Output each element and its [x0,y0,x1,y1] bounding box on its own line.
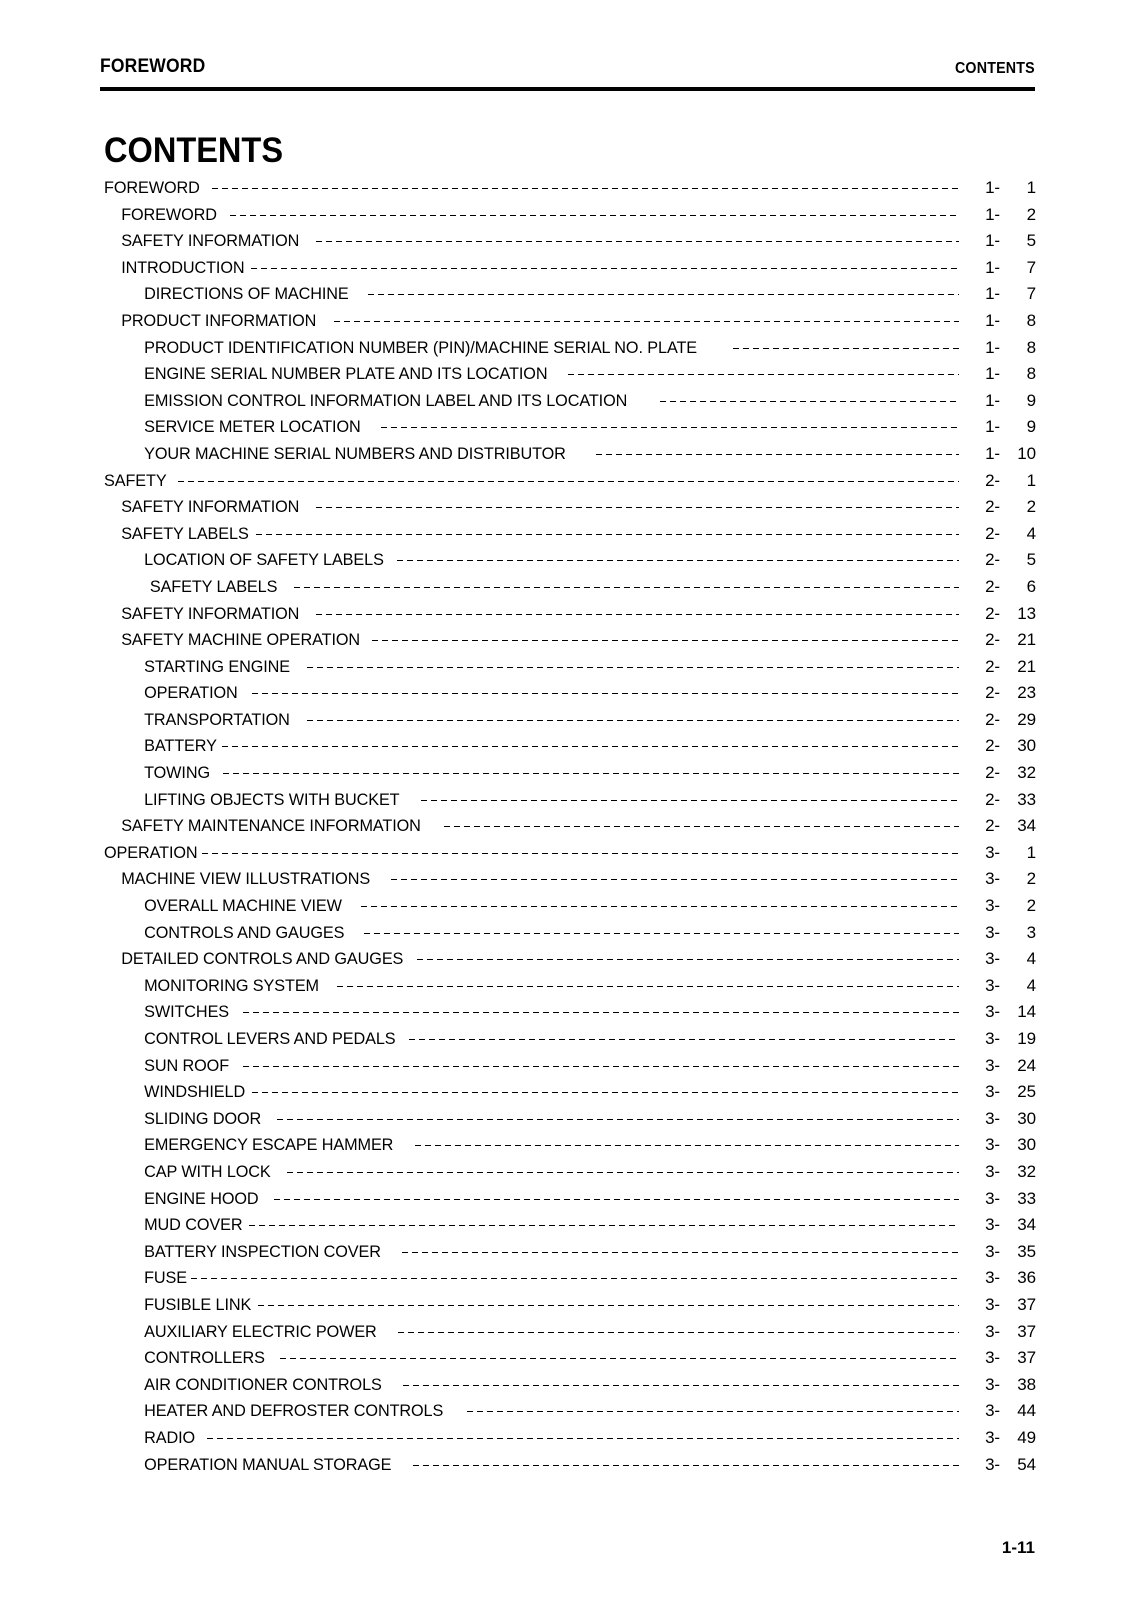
toc-leader-dots [223,773,959,774]
toc-leader-dots [398,1332,959,1333]
toc-entry-page: 30 [1017,1108,1036,1128]
toc-entry-chapter: 3- [985,1108,1000,1128]
toc-entry-chapter: 2- [985,683,1000,703]
toc-leader-dots [596,454,959,455]
toc-entry[interactable] [104,471,1036,498]
toc-entry-label: SAFETY INFORMATION [121,603,300,623]
toc-leader-dots [258,1305,959,1306]
toc-entry-label: YOUR MACHINE SERIAL NUMBERS AND DISTRIBUTOR [144,443,566,463]
toc-entry[interactable] [104,1401,1036,1428]
toc-entry[interactable] [104,1295,1036,1322]
toc-entry-label: RADIO [144,1427,196,1447]
toc-entry-page: 37 [1017,1321,1036,1341]
toc-entry-page: 30 [1017,1135,1036,1155]
toc-entry-label: EMISSION CONTROL INFORMATION LABEL AND ITS LOCATION [144,390,628,410]
toc-entry-page: 3 [1026,922,1036,942]
toc-entry-chapter: 3- [985,1427,1000,1447]
toc-leader-dots [256,534,959,535]
toc-entry-label: BATTERY INSPECTION COVER [144,1241,381,1261]
toc-entry-label: SUN ROOF [144,1055,230,1075]
toc-entry-page: 30 [1017,736,1036,756]
toc-entry[interactable] [104,763,1036,790]
toc-entry-chapter: 3- [985,869,1000,889]
toc-entry-page: 9 [1026,417,1036,437]
toc-entry[interactable] [104,364,1036,391]
toc-entry-chapter: 2- [985,497,1000,517]
toc-entry-label: AIR CONDITIONER CONTROLS [144,1374,382,1394]
toc-entry-page: 37 [1017,1348,1036,1368]
toc-entry-chapter: 2- [985,603,1000,623]
toc-entry-chapter: 3- [985,1321,1000,1341]
toc-entry-page: 6 [1026,576,1036,596]
toc-entry[interactable] [104,1002,1036,1029]
toc-entry-label: SERVICE METER LOCATION [144,417,361,437]
toc-entry[interactable] [104,1109,1036,1136]
toc-entry[interactable] [104,683,1036,710]
toc-entry-chapter: 3- [985,975,1000,995]
toc-leader-dots [337,986,959,987]
toc-entry-chapter: 1- [985,178,1000,197]
toc-entry-chapter: 2- [985,763,1000,783]
toc-entry[interactable] [104,1268,1036,1295]
toc-leader-dots [230,215,959,216]
toc-entry-label: CONTROL LEVERS AND PEDALS [144,1029,396,1048]
toc-leader-dots [568,374,959,375]
toc-entry-label: EMERGENCY ESCAPE HAMMER [144,1135,394,1155]
toc-leader-dots [413,1465,959,1466]
toc-entry[interactable] [104,1162,1036,1189]
toc-entry-page: 2 [1026,869,1036,889]
toc-entry-label: SAFETY [104,470,167,490]
toc-entry-chapter: 3- [985,1374,1000,1394]
toc-entry-label: FOREWORD [104,178,200,197]
toc-entry-page: 4 [1026,975,1036,995]
toc-entry[interactable] [104,630,1036,657]
toc-entry[interactable] [104,1348,1036,1375]
toc-entry-label: HEATER AND DEFROSTER CONTROLS [144,1401,444,1421]
toc-entry[interactable] [104,550,1036,577]
toc-entry-chapter: 1- [985,390,1000,410]
toc-entry-label: MACHINE VIEW ILLUSTRATIONS [121,869,371,889]
toc-entry-label: FOREWORD [121,204,217,224]
toc-entry-chapter: 3- [985,1241,1000,1261]
toc-entry[interactable] [104,976,1036,1003]
toc-leader-dots [361,906,959,907]
toc-entry-page: 14 [1017,1002,1036,1022]
toc-entry-chapter: 2- [985,576,1000,596]
toc-entry-label: SAFETY INFORMATION [121,497,300,517]
toc-entry-page: 34 [1017,1215,1036,1235]
toc-entry[interactable] [104,1189,1036,1216]
toc-leader-dots [252,1092,959,1093]
toc-entry-label: ENGINE SERIAL NUMBER PLATE AND ITS LOCATION [144,364,548,384]
toc-entry-chapter: 1- [985,417,1000,437]
header-divider-rule [100,87,1035,91]
toc-entry-chapter: 3- [985,1029,1000,1048]
toc-leader-dots [334,321,959,322]
toc-leader-dots [249,1225,959,1226]
toc-entry-label: CONTROLS AND GAUGES [144,922,345,942]
toc-entry[interactable] [104,205,1036,232]
toc-entry-chapter: 3- [985,922,1000,942]
toc-entry-label: OPERATION [104,842,198,862]
toc-entry[interactable] [104,1082,1036,1109]
toc-entry-label: TRANSPORTATION [144,709,290,729]
toc-entry-chapter: 1- [985,204,1000,224]
toc-leader-dots [402,1252,959,1253]
toc-leader-dots [467,1411,959,1412]
toc-entry-page: 32 [1017,763,1036,783]
toc-entry-page: 8 [1026,337,1036,357]
toc-leader-dots [316,614,959,615]
toc-entry[interactable] [104,178,1036,205]
toc-entry-label: DIRECTIONS OF MACHINE [144,284,349,304]
toc-entry[interactable] [104,231,1036,258]
toc-entry-page: 1 [1026,470,1036,490]
toc-entry-chapter: 2- [985,816,1000,836]
toc-leader-dots [307,667,959,668]
toc-entry[interactable] [104,311,1036,338]
toc-entry-chapter: 2- [985,550,1000,570]
toc-entry[interactable] [104,710,1036,737]
toc-entry-page: 49 [1017,1427,1036,1447]
toc-entry-page: 29 [1017,709,1036,729]
toc-leader-dots [409,1039,959,1040]
toc-entry[interactable] [104,949,1036,976]
toc-entry[interactable] [104,524,1036,551]
toc-entry-chapter: 1- [985,443,1000,463]
toc-entry-page: 7 [1026,257,1036,277]
toc-entry-chapter: 2- [985,523,1000,543]
toc-entry-page: 33 [1017,789,1036,809]
toc-leader-dots [222,746,959,747]
toc-entry[interactable] [104,258,1036,285]
toc-entry-label: AUXILIARY ELECTRIC POWER [144,1321,377,1341]
toc-entry-chapter: 2- [985,709,1000,729]
toc-entry-page: 37 [1017,1294,1036,1314]
toc-entry-label: SAFETY MAINTENANCE INFORMATION [121,816,421,836]
table-of-contents [104,178,1036,1481]
toc-entry-chapter: 2- [985,656,1000,676]
toc-entry-page: 1 [1026,178,1036,197]
toc-leader-dots [202,853,959,854]
toc-entry-label: DETAILED CONTROLS AND GAUGES [121,949,404,969]
page-title: CONTENTS [104,131,284,170]
toc-entry[interactable] [104,843,1036,870]
toc-entry-chapter: 3- [985,1268,1000,1288]
toc-entry-label: STARTING ENGINE [144,656,291,676]
toc-entry-page: 1 [1026,842,1036,862]
toc-entry-label: SLIDING DOOR [144,1108,262,1128]
toc-entry-page: 4 [1026,523,1036,543]
toc-entry-chapter: 2- [985,630,1000,650]
toc-entry-label: LOCATION OF SAFETY LABELS [144,550,384,570]
toc-entry-label: OVERALL MACHINE VIEW [144,896,342,916]
toc-entry-chapter: 1- [985,257,1000,277]
toc-leader-dots [307,720,959,721]
toc-entry-page: 21 [1017,630,1036,650]
toc-entry-chapter: 3- [985,1454,1000,1474]
toc-entry-chapter: 3- [985,1135,1000,1155]
toc-entry-label: PRODUCT IDENTIFICATION NUMBER (PIN)/MACHINE SERIAL NO. PLATE [144,337,698,357]
toc-entry-chapter: 3- [985,1055,1000,1075]
toc-entry-page: 9 [1026,390,1036,410]
toc-entry[interactable] [104,896,1036,923]
toc-entry[interactable] [104,444,1036,471]
toc-entry[interactable] [104,284,1036,311]
toc-entry-page: 7 [1026,284,1036,304]
toc-entry-label: SAFETY LABELS [121,523,249,543]
toc-entry-label: SWITCHES [144,1002,230,1022]
toc-entry-label: CAP WITH LOCK [144,1161,271,1181]
toc-leader-dots [421,800,959,801]
toc-leader-dots [391,879,959,880]
toc-entry-label: BATTERY [144,736,217,756]
toc-entry-chapter: 2- [985,789,1000,809]
toc-entry-label: WINDSHIELD [144,1082,246,1102]
toc-entry-label: CONTROLLERS [144,1348,265,1368]
toc-entry-label: SAFETY MACHINE OPERATION [121,630,361,650]
toc-entry[interactable] [104,736,1036,763]
toc-leader-dots [316,241,959,242]
toc-leader-dots [207,1438,959,1439]
toc-entry-chapter: 3- [985,1215,1000,1235]
toc-entry-chapter: 1- [985,231,1000,251]
toc-entry-label: MUD COVER [144,1215,243,1235]
toc-entry-page: 8 [1026,364,1036,384]
footer-page-number: 1-11 [1001,1538,1035,1557]
toc-entry-label: FUSIBLE LINK [144,1294,252,1314]
toc-entry[interactable] [104,1029,1036,1056]
toc-entry[interactable] [104,391,1036,418]
toc-entry-label: FUSE [144,1268,188,1288]
toc-entry-label: OPERATION [144,683,238,703]
toc-entry-page: 5 [1026,231,1036,251]
toc-entry-chapter: 3- [985,1348,1000,1368]
toc-entry-page: 2 [1026,896,1036,916]
toc-entry-page: 54 [1017,1454,1036,1474]
toc-entry-label: SAFETY LABELS [149,576,278,596]
toc-entry-chapter: 2- [985,736,1000,756]
toc-entry[interactable] [104,816,1036,843]
toc-entry-label: TOWING [144,763,210,783]
toc-entry-chapter: 1- [985,284,1000,304]
toc-entry-page: 19 [1017,1029,1036,1048]
toc-leader-dots [403,1385,959,1386]
toc-entry-chapter: 1- [985,364,1000,384]
toc-entry-label: ENGINE HOOD [144,1188,259,1208]
toc-entry[interactable] [104,1455,1036,1482]
toc-entry[interactable] [104,1242,1036,1269]
toc-entry[interactable] [104,577,1036,604]
toc-leader-dots [243,1066,959,1067]
toc-entry-page: 34 [1017,816,1036,836]
running-header [100,56,1035,78]
toc-entry[interactable] [104,1375,1036,1402]
toc-leader-dots [381,427,959,428]
toc-entry-chapter: 3- [985,1294,1000,1314]
toc-entry-label: SAFETY INFORMATION [121,231,300,251]
toc-entry[interactable] [104,604,1036,631]
toc-entry-label: MONITORING SYSTEM [144,975,319,995]
toc-leader-dots [252,693,959,694]
toc-entry-page: 44 [1017,1401,1036,1421]
toc-entry-page: 23 [1017,683,1036,703]
toc-entry-chapter: 3- [985,949,1000,969]
toc-entry-chapter: 3- [985,896,1000,916]
toc-leader-dots [733,348,959,349]
toc-entry[interactable] [104,1215,1036,1242]
toc-leader-dots [415,1145,959,1146]
toc-leader-dots [397,560,959,561]
toc-entry[interactable] [104,1056,1036,1083]
toc-leader-dots [417,959,959,960]
toc-entry-chapter: 3- [985,1401,1000,1421]
toc-leader-dots [274,1199,959,1200]
toc-leader-dots [212,188,959,189]
toc-entry-page: 5 [1026,550,1036,570]
toc-entry-chapter: 3- [985,1188,1000,1208]
toc-entry-label: PRODUCT INFORMATION [121,310,317,330]
toc-entry-page: 10 [1017,443,1036,463]
toc-entry-chapter: 3- [985,1002,1000,1022]
toc-entry[interactable] [104,923,1036,950]
toc-entry[interactable] [104,497,1036,524]
toc-entry-label: INTRODUCTION [121,257,245,277]
toc-entry[interactable] [104,417,1036,444]
toc-leader-dots [660,401,959,402]
toc-entry-page: 4 [1026,949,1036,969]
toc-entry-label: LIFTING OBJECTS WITH BUCKET [144,789,400,809]
toc-leader-dots [287,1172,959,1173]
toc-leader-dots [280,1358,959,1359]
toc-entry-page: 35 [1017,1241,1036,1261]
toc-entry-chapter: 1- [985,310,1000,330]
toc-leader-dots [294,587,959,588]
toc-entry[interactable] [104,338,1036,365]
toc-leader-dots [277,1119,959,1120]
toc-entry[interactable] [104,869,1036,896]
toc-entry-page: 13 [1017,603,1036,623]
toc-leader-dots [316,507,959,508]
toc-entry-page: 33 [1017,1188,1036,1208]
toc-leader-dots [251,268,959,269]
toc-entry-page: 8 [1026,310,1036,330]
header-section-title: FOREWORD [100,56,206,77]
header-page-topic: CONTENTS [955,60,1035,77]
toc-entry[interactable] [104,657,1036,684]
toc-entry-page: 21 [1017,656,1036,676]
toc-entry-page: 24 [1017,1055,1036,1075]
toc-entry[interactable] [104,1428,1036,1455]
toc-entry-chapter: 3- [985,1082,1000,1102]
toc-entry-page: 36 [1017,1268,1036,1288]
toc-leader-dots [372,640,959,641]
toc-leader-dots [191,1278,959,1279]
toc-leader-dots [178,481,959,482]
toc-entry-page: 2 [1026,204,1036,224]
toc-entry-label: OPERATION MANUAL STORAGE [144,1454,392,1474]
toc-leader-dots [368,294,959,295]
toc-entry[interactable] [104,790,1036,817]
toc-leader-dots [444,826,959,827]
toc-entry-chapter: 3- [985,842,1000,862]
toc-entry-page: 2 [1026,497,1036,517]
toc-entry-page: 32 [1017,1161,1036,1181]
toc-entry-chapter: 1- [985,337,1000,357]
toc-leader-dots [364,933,959,934]
toc-leader-dots [243,1012,959,1013]
toc-entry[interactable] [104,1135,1036,1162]
toc-entry-chapter: 2- [985,470,1000,490]
toc-entry-page: 25 [1017,1082,1036,1102]
toc-entry-page: 38 [1017,1374,1036,1394]
toc-entry-chapter: 3- [985,1161,1000,1181]
toc-entry[interactable] [104,1322,1036,1349]
